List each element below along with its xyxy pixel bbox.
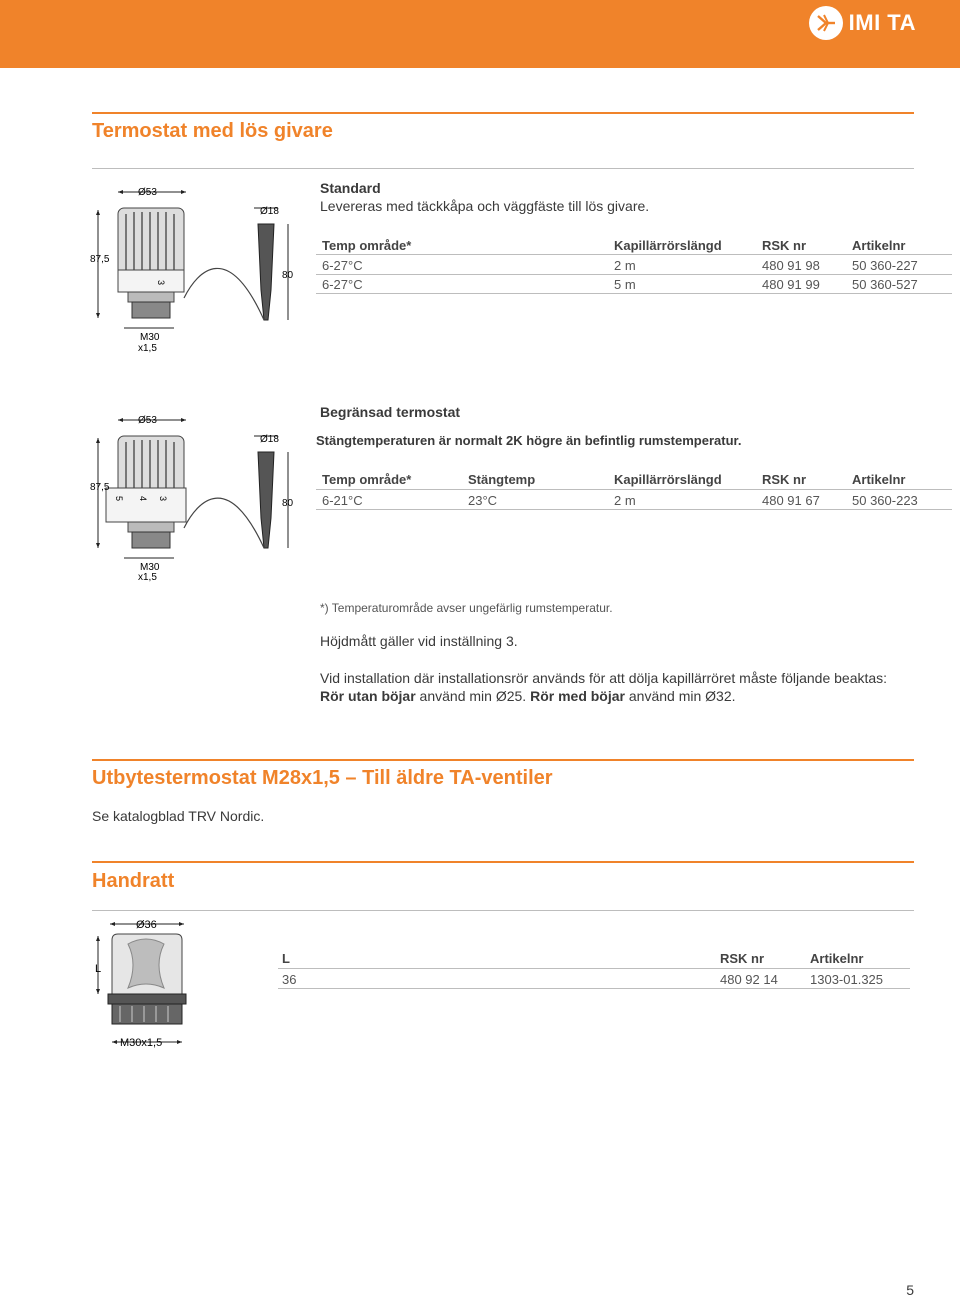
- dim-thread-2: x1,5: [138, 343, 157, 354]
- note-pipes-straight-text: använd min Ø25.: [415, 688, 531, 704]
- brand-logo: [809, 6, 916, 40]
- table-header: Temp område*: [322, 238, 412, 253]
- table-header: Artikelnr: [852, 238, 906, 253]
- table-cell: 1303-01.325: [810, 972, 884, 987]
- table-rule: [316, 274, 952, 275]
- note-height: Höjdmått gäller vid inställning 3.: [320, 633, 518, 649]
- table-header: Kapillärrörslängd: [614, 238, 722, 253]
- brand-name: IMI TA: [848, 10, 916, 35]
- table-header: Temp område*: [322, 472, 412, 487]
- dim-d18: Ø18: [260, 206, 279, 217]
- table-cell: 36: [282, 972, 297, 987]
- note-installation: Vid installation där installationsrör används för att dölja kapillärröret måste följande beaktas:: [320, 670, 888, 686]
- dim-d36: Ø36: [136, 919, 157, 931]
- table-rule: [316, 489, 952, 490]
- table-cell: 480 91 99: [762, 277, 820, 292]
- table-header: Stängtemp: [468, 472, 536, 487]
- section-rule: [92, 861, 914, 863]
- dim-thread-1: M30: [140, 562, 160, 573]
- section-title-handratt: Handratt: [92, 870, 175, 892]
- dim-length: 80: [282, 498, 294, 509]
- block-heading-limited: Begränsad termostat: [320, 404, 461, 420]
- table-cell: 5 m: [614, 277, 636, 292]
- setting-mark: 5: [114, 496, 124, 502]
- divider: [92, 168, 914, 169]
- table-header: RSK nr: [762, 238, 807, 253]
- table-cell: 480 92 14: [720, 972, 778, 987]
- setting-mark: 3: [158, 496, 168, 502]
- header-bar: [0, 0, 960, 68]
- dim-d53: Ø53: [138, 187, 157, 198]
- catalog-reference: Se katalogblad TRV Nordic.: [92, 808, 265, 824]
- block-subtitle-limited: Stängtemperaturen är normalt 2K högre än befintlig rumstemperatur.: [316, 433, 742, 448]
- note-pipes-bent-text: använd min Ø32.: [624, 688, 736, 704]
- table-cell: 2 m: [614, 493, 636, 508]
- note-pipes-bent-label: Rör med böjar: [530, 688, 625, 704]
- dim-height: 87,5: [90, 482, 110, 493]
- table-rule: [316, 293, 952, 294]
- setting-mark: 4: [138, 496, 148, 502]
- table-rule: [278, 988, 910, 989]
- table-cell: 480 91 67: [762, 493, 820, 508]
- setting-mark: 3: [156, 280, 166, 286]
- section-rule: [92, 759, 914, 761]
- footnote-temperature: *) Temperaturområde avser ungefärlig rumstemperatur.: [320, 601, 613, 615]
- table-cell: 50 360-227: [852, 258, 918, 273]
- table-cell: 23°C: [468, 493, 498, 508]
- table-cell: 2 m: [614, 258, 636, 273]
- section-title-termostat: Termostat med lös givare: [92, 120, 333, 142]
- dim-thread-1: M30: [140, 332, 160, 343]
- note-pipes: [320, 688, 736, 704]
- table-header: RSK nr: [762, 472, 807, 487]
- table-rule: [316, 509, 952, 510]
- table-cell: 50 360-223: [852, 493, 918, 508]
- dim-length: 80: [282, 270, 294, 281]
- table-cell: 6-27°C: [322, 277, 363, 292]
- thermostat-limited-drawing: [88, 408, 298, 583]
- imi-logo-icon: [809, 6, 843, 40]
- table-header: RSK nr: [720, 951, 765, 966]
- dim-thread-2: x1,5: [138, 572, 157, 583]
- table-cell: 6-27°C: [322, 258, 363, 273]
- divider: [92, 910, 914, 911]
- block-subtitle-standard: Levereras med täckkåpa och väggfäste till lös givare.: [320, 198, 650, 214]
- dim-d18: Ø18: [260, 434, 279, 445]
- section-title-replacement: Utbytestermostat M28x1,5 – Till äldre TA-ventiler: [92, 767, 553, 789]
- thermostat-standard-drawing: [88, 180, 298, 355]
- table-rule: [316, 254, 952, 255]
- table-rule: [278, 968, 910, 969]
- page-number: 5: [906, 1282, 914, 1298]
- handratt-drawing: [88, 914, 198, 1054]
- table-header: L: [282, 951, 290, 966]
- dim-l: L: [95, 963, 102, 975]
- block-heading-standard: Standard: [320, 180, 381, 196]
- note-pipes-straight-label: Rör utan böjar: [320, 688, 416, 704]
- table-cell: 480 91 98: [762, 258, 820, 273]
- table-header: Kapillärrörslängd: [614, 472, 722, 487]
- table-cell: 50 360-527: [852, 277, 918, 292]
- dim-d53: Ø53: [138, 415, 157, 426]
- dim-height: 87,5: [90, 254, 110, 265]
- table-cell: 6-21°C: [322, 493, 363, 508]
- dim-thread: M30x1,5: [120, 1037, 163, 1049]
- table-header: Artikelnr: [810, 951, 864, 966]
- section-rule: [92, 112, 914, 114]
- table-header: Artikelnr: [852, 472, 906, 487]
